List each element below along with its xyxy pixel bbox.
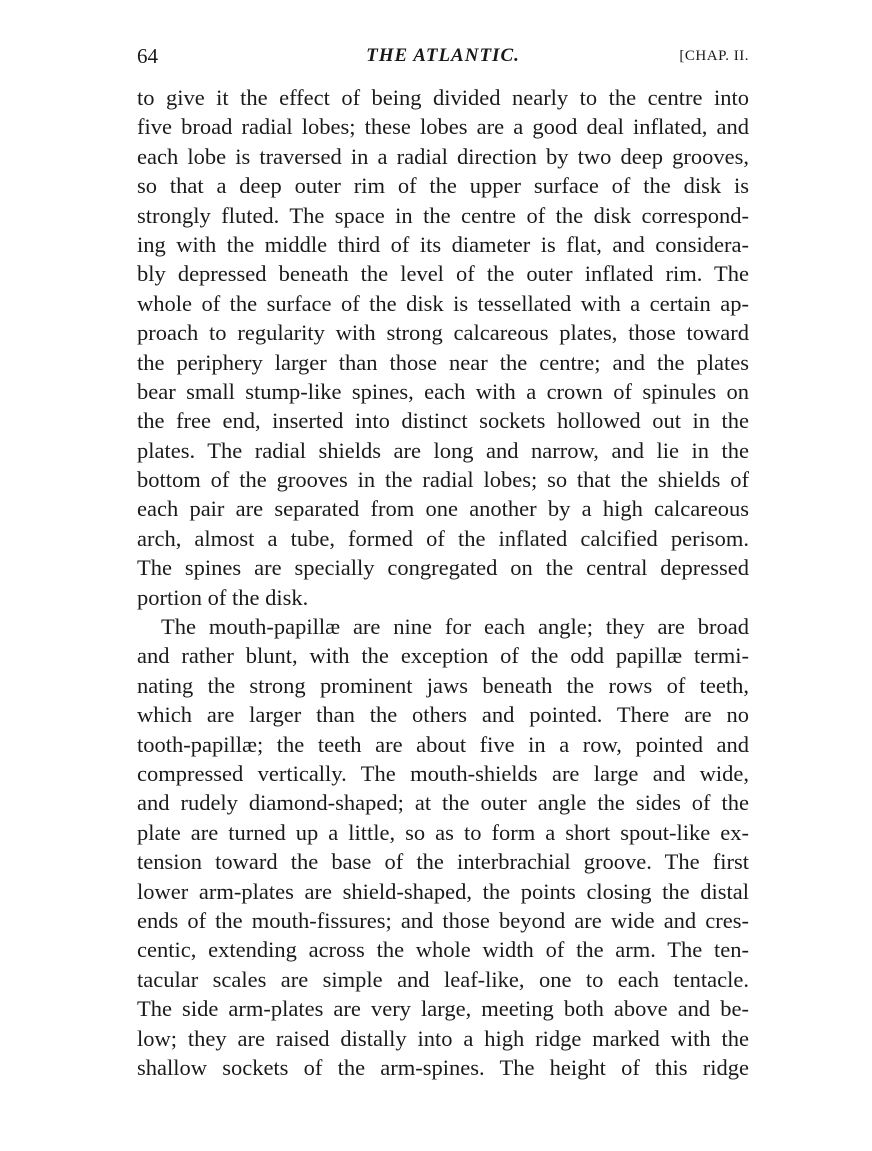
text-line: each pair are separated from one another by a high calcareous xyxy=(137,496,749,522)
text-line: plate are turned up a little, so as to form a short spout-like ex- xyxy=(137,819,749,845)
text-line: The mouth-papillæ are nine for each angle; they are broad xyxy=(161,614,749,640)
text-line: and rudely diamond-shaped; at the outer angle the sides of the xyxy=(137,790,749,816)
text-line: shallow sockets of the arm-spines. The height of this ridge xyxy=(137,1054,749,1080)
text-line: tooth-papillæ; the teeth are about five in a row, pointed and xyxy=(137,731,749,757)
text-line: centic, extending across the whole width of the arm. The ten- xyxy=(137,937,749,963)
text-line: so that a deep outer rim of the upper surface of the disk is xyxy=(137,173,749,199)
running-head xyxy=(137,40,749,72)
text-line: bly depressed beneath the level of the outer inflated rim. The xyxy=(137,261,749,287)
text-line: compressed vertically. The mouth-shields are large and wide, xyxy=(137,760,749,786)
text-line: whole of the surface of the disk is tessellated with a certain ap- xyxy=(137,290,749,316)
text-line: to give it the effect of being divided nearly to the centre into xyxy=(137,85,749,110)
text-line: low; they are raised distally into a high ridge marked with the xyxy=(137,1025,749,1051)
text-line: proach to regularity with strong calcareous plates, those toward xyxy=(137,320,749,346)
text-line: The side arm-plates are very large, meeting both above and be- xyxy=(137,996,749,1022)
text-line: tacular scales are simple and leaf-like, one to each tentacle. xyxy=(137,966,749,992)
paragraph-disk-description xyxy=(137,83,749,612)
text-line: lower arm-plates are shield-shaped, the points closing the distal xyxy=(137,878,749,904)
text-line: which are larger than the others and pointed. There are no xyxy=(137,702,749,728)
text-line: ing with the middle third of its diameter is flat, and considera- xyxy=(137,231,749,257)
body-text xyxy=(137,83,749,1082)
text-line: strongly fluted. The space in the centre of the disk correspond- xyxy=(137,202,749,228)
text-line: arch, almost a tube, formed of the inflated calcified perisom. xyxy=(137,525,749,551)
text-line: plates. The radial shields are long and narrow, and lie in the xyxy=(137,437,749,463)
text-line: bear small stump-like spines, each with a crown of spinules on xyxy=(137,378,749,404)
text-line: nating the strong prominent jaws beneath the rows of teeth, xyxy=(137,672,749,698)
text-line: portion of the disk. xyxy=(137,584,309,610)
text-line: The spines are specially congregated on the central depressed xyxy=(137,555,749,581)
text-line: tension toward the base of the interbrachial groove. The first xyxy=(137,849,749,875)
paragraph-mouth-description xyxy=(137,612,749,1082)
text-line: the free end, inserted into distinct sockets hollowed out in the xyxy=(137,408,749,434)
text-line: five broad radial lobes; these lobes are a good deal inflated, and xyxy=(137,114,749,140)
text-line: and rather blunt, with the exception of the odd papillæ termi- xyxy=(137,643,749,669)
text-line: each lobe is traversed in a radial direction by two deep grooves, xyxy=(137,143,749,169)
text-line: bottom of the grooves in the radial lobes; so that the shields of xyxy=(137,467,749,493)
text-line: the periphery larger than those near the centre; and the plates xyxy=(137,349,749,375)
text-line: ends of the mouth-fissures; and those beyond are wide and cres- xyxy=(137,907,749,933)
journal-title: THE ATLANTIC. xyxy=(366,45,520,66)
chapter-label: [CHAP. II. xyxy=(679,48,749,64)
page-number: 64 xyxy=(137,44,158,68)
